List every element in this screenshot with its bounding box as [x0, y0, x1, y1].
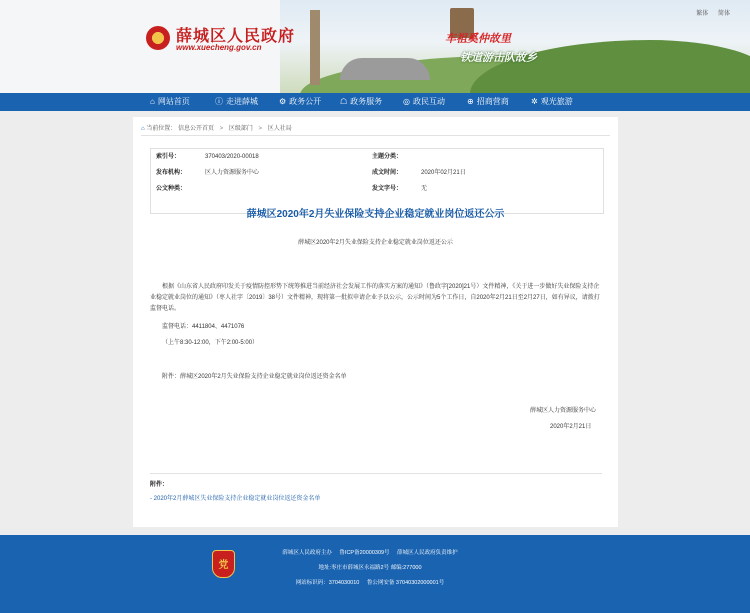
content-panel	[133, 117, 618, 527]
party-emblem-icon[interactable]	[212, 550, 235, 578]
traditional-link[interactable]: 繁体	[696, 11, 709, 17]
breadcrumb-separator: >	[219, 126, 224, 132]
meta-row	[151, 165, 603, 181]
nav-home[interactable]: ⌂ 网站首页	[150, 93, 190, 111]
signature: 薛城区人力资源服务中心	[530, 408, 597, 414]
footer-maintainer: 薛城区人民政府负责维护	[397, 550, 458, 556]
date-value: 2020年02月21日	[421, 170, 466, 176]
supervision-phone: 监督电话：4411804、4471076	[162, 324, 245, 330]
main-nav	[0, 93, 750, 111]
gear-icon: ⚙	[279, 97, 287, 106]
docno-label: 发文字号：	[372, 186, 403, 192]
footer-icp[interactable]: 鲁ICP备20000309号	[339, 550, 390, 556]
breadcrumb-item[interactable]: 信息公开首页	[177, 126, 214, 132]
banner-statue	[310, 10, 320, 85]
site-title[interactable]: 薛城区人民政府	[176, 28, 296, 45]
footer-address: 地址:枣庄市薛城区永福路2号 邮编:277000	[318, 565, 422, 571]
banner-building	[340, 58, 430, 80]
index-value: 370403/2020-00018	[205, 154, 259, 160]
nav-gov-open[interactable]: ⚙ 政务公开	[279, 93, 321, 111]
footer-site-code: 网站标识码：3704030010	[295, 580, 360, 586]
article-subtitle: 薛城区2020年2月失业保险支持企业稳定就业岗位返还公示	[298, 240, 453, 246]
breadcrumb-prefix: 当前位置：	[146, 126, 177, 132]
home-icon: ⌂	[150, 97, 155, 106]
star-icon: ✲	[531, 97, 538, 106]
nav-about[interactable]: ⓘ 走进薛城	[215, 93, 258, 111]
sign-date: 2020年2月21日	[550, 424, 592, 430]
nav-gov-service[interactable]: ☖ 政务服务	[340, 93, 382, 111]
breadcrumb-item[interactable]: 区级部门	[228, 126, 253, 132]
site-url: www.xuecheng.gov.cn	[176, 43, 262, 52]
doctype-label: 公文种类：	[156, 186, 187, 192]
divider	[141, 135, 610, 136]
simplified-link[interactable]: 简体	[717, 11, 730, 17]
national-emblem-icon	[146, 26, 170, 50]
office-hours: （上午8:30-12:00，下午2:00-5:00）	[162, 340, 259, 346]
footer-police-record[interactable]: 鲁公网安备 37040302000001号	[366, 580, 445, 586]
date-label: 成文时间：	[372, 170, 403, 176]
meta-row	[151, 181, 603, 197]
meta-row	[151, 149, 603, 165]
header-banner	[0, 0, 750, 93]
subject-label: 主题分类：	[372, 154, 403, 160]
divider	[150, 473, 602, 474]
publisher-label: 发布机构：	[156, 170, 187, 176]
footer-line-3	[240, 578, 500, 586]
attachments-label: 附件：	[150, 482, 169, 488]
footer-line-1	[240, 548, 500, 556]
info-icon: ⓘ	[215, 97, 223, 106]
docno-value: 无	[421, 186, 428, 192]
badge-char: 党	[218, 560, 229, 571]
index-label: 索引号：	[156, 154, 181, 160]
language-links	[688, 8, 730, 17]
nav-interaction[interactable]: ◎ 政民互动	[403, 93, 445, 111]
nav-tourism[interactable]: ✲ 观光旅游	[531, 93, 573, 111]
slogan-2: 铁道游击队故乡	[460, 52, 537, 64]
article-body: 根据《山东省人民政府印发关于疫情防控形势下统筹推进当前经济社会发展工作的落实方案的通知》（鲁政字[2020]21号）文件精神，《关于进一步做好失业保险支持企业稳定就业岗位的通知》（枣人社字〔2019〕38号）文件精神，现将第一批拟申请企业予以公示，公示时间为5个工作日，自2020年2月21日至2月27日，如有异议，请拨打监督电话。	[150, 284, 600, 312]
breadcrumb-separator: >	[258, 126, 263, 132]
footer	[0, 535, 750, 613]
chat-icon: ◎	[403, 97, 410, 106]
attachment-link[interactable]: - 2020年2月薛城区失业保险支持企业稳定就业岗位返还资金名单	[150, 496, 321, 502]
globe-icon: ⊕	[467, 97, 474, 106]
breadcrumb-item[interactable]: 区人社局	[267, 126, 292, 132]
nav-investment[interactable]: ⊕ 招商营商	[467, 93, 509, 111]
publisher-value: 区人力资源服务中心	[205, 170, 260, 176]
location-icon: ⌂	[141, 126, 147, 132]
slogan-1: 车祖奚仲故里	[445, 33, 511, 45]
attachment-note: 附件：薛城区2020年2月失业保险支持企业稳定就业岗位返还资金名单	[162, 374, 347, 380]
breadcrumb	[141, 123, 292, 132]
service-icon: ☖	[340, 97, 348, 106]
article-title: 薛城区2020年2月失业保险支持企业稳定就业岗位返还公示	[246, 209, 505, 220]
footer-sponsor: 薛城区人民政府主办	[282, 550, 332, 556]
